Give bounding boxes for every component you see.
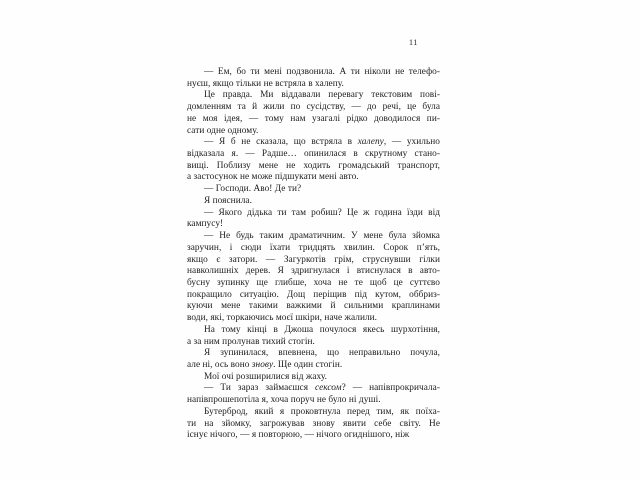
paragraph — [187, 90, 440, 137]
text-line: Бутерброд, який я проковтнула перед тим, як поїха- — [204, 406, 440, 417]
paragraph — [187, 208, 440, 231]
text-line: бусну зупинку ще глибше, хоча не те щоб це суттєво — [187, 277, 440, 288]
text-line: домленням та й жили по сусідству, — до речі, це була — [187, 102, 440, 113]
paragraph — [187, 67, 440, 90]
text-line: а застосунок не може підшукати мені авто. — [187, 172, 359, 183]
paragraph — [187, 407, 440, 442]
paragraph — [187, 196, 440, 208]
paragraph — [187, 383, 440, 406]
text-line: Це правда. Ми віддавали перевагу текстовим пові- — [204, 90, 440, 101]
text-line: якщо є затори. — Загуркотів грім, струснувши гілки — [187, 254, 440, 265]
text-line: ти на зйомку, загрожував знову явити себе світу. Не — [187, 418, 440, 429]
text-line: сати одне одному. — [187, 125, 259, 136]
text-line: заручин, і сюди їхати тридцять хвилин. Сорок п’ять, — [187, 242, 440, 253]
text-line: вищі. Поблизу мене не ходить громадський транспорт, — [187, 160, 440, 171]
text-line: кампусу! — [187, 219, 224, 230]
text-line: не моя ідея, — тому нам узагалі рідко доводилося пи- — [187, 113, 440, 124]
paragraph — [187, 184, 440, 196]
text-line: Я зупинилася, впевнена, що неправильно почула, — [204, 348, 440, 359]
text-line: нуєш, якщо тільки не встряла в халепу. — [187, 78, 344, 89]
text-line: напівпрошепотіла я, хоча поруч не було ні душі. — [187, 395, 381, 406]
paragraph — [187, 348, 440, 371]
page-number: 11 — [408, 37, 418, 47]
text-line: — Господи. Аво! Де ти? — [204, 184, 302, 195]
text-line: а за ним пролунав тихий стогін. — [187, 336, 315, 347]
text-line: існує нічого, — я повторюю, — нічого огиднішого, ніж — [187, 430, 410, 441]
paragraph — [187, 325, 440, 348]
text-block — [187, 67, 440, 442]
text-line: — Ем, бо ти мені подзвонила. А ти ніколи не телефо- — [204, 67, 440, 77]
text-line: навколишніх дерев. Я здригнулася і втиснулася в авто- — [187, 266, 440, 277]
text-line: Я пояснила. — [204, 195, 252, 206]
paragraph — [187, 372, 440, 384]
text-line: — Не будь таким драматичним. У мене була зйомка — [204, 231, 440, 242]
paragraph — [187, 231, 440, 325]
text-line: покращило ситуацію. Дощ періщив під кутом, оббриз- — [187, 289, 440, 300]
text-line: Мої очі розширилися від жаху. — [204, 371, 328, 382]
text-line: відказала я. — Радше… опинилася в скрутному стано- — [187, 149, 440, 160]
text-line: На тому кінці в Джоша почулося якесь шурхотіння, — [204, 324, 440, 335]
text-line: куючи мене такими важкими й сильними краплинами — [187, 301, 440, 312]
text-line: — Я б не сказала, що встряла в халепу, — ухильно — [204, 137, 440, 148]
text-line: але ні, ось воно знову. Ще один стогін. — [187, 359, 343, 370]
text-line: води, які, торкаючись моєї шкіри, наче жалили. — [187, 313, 378, 324]
text-line: — Якого дідька ти там робиш? Це ж година їзди від — [204, 207, 440, 218]
paragraph — [187, 137, 440, 184]
text-line: — Ти зараз займаєшся сексом? — напівпрокричала- — [204, 383, 440, 394]
